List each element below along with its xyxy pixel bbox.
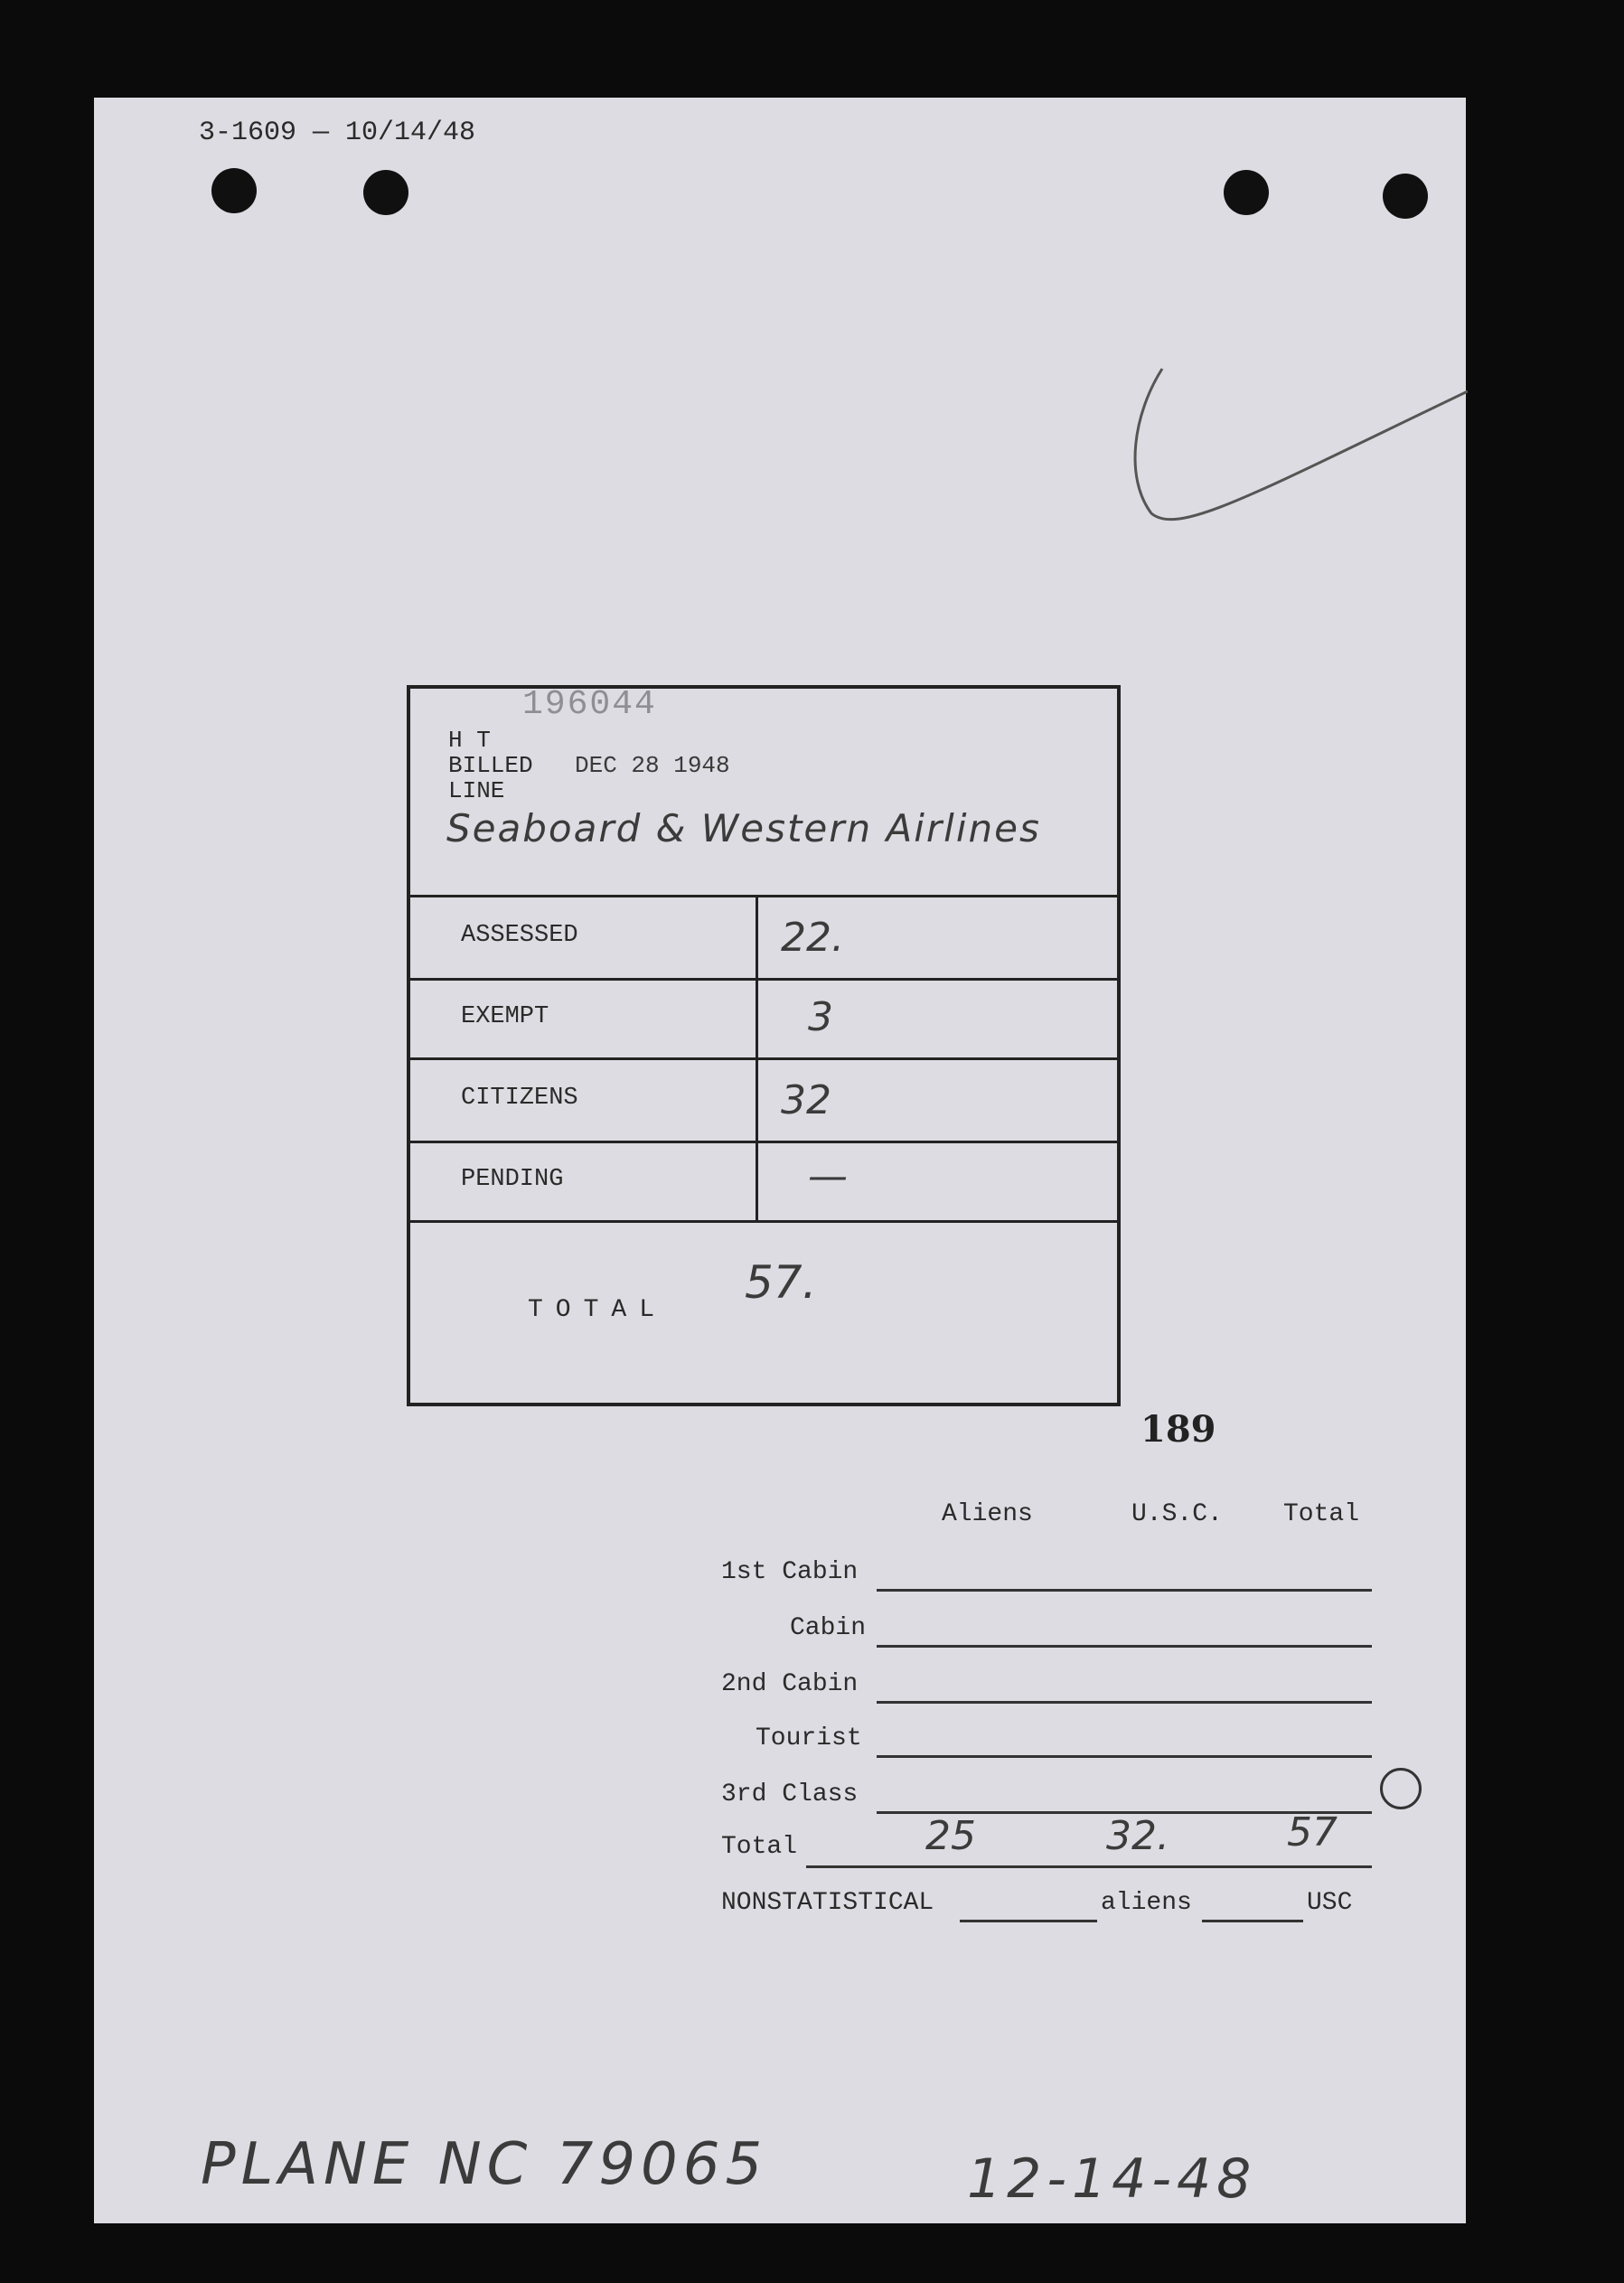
row-label-1st-cabin: 1st Cabin <box>721 1558 859 1586</box>
row-label-tourist: Tourist <box>756 1724 862 1752</box>
billing-header <box>410 685 1117 897</box>
row-label-2nd-cabin: 2nd Cabin <box>721 1670 859 1698</box>
col-header-aliens: Aliens <box>942 1500 1033 1528</box>
total-value: 57. <box>745 1256 817 1309</box>
usc-label: USC <box>1307 1889 1353 1917</box>
assessed-value: 22. <box>781 915 844 961</box>
row-label-total: Total <box>721 1833 798 1861</box>
pending-label: PENDING <box>461 1166 564 1193</box>
row-line <box>877 1755 1372 1758</box>
col-header-usc: U.S.C. <box>1131 1500 1223 1528</box>
row-label-cabin: Cabin <box>790 1614 867 1642</box>
handwritten-date: 12-14-48 <box>967 2147 1257 2211</box>
billed-date-stamp: DEC 28 1948 <box>575 752 730 779</box>
punch-hole <box>1383 174 1428 219</box>
plane-number: PLANE NC 79065 <box>201 2131 768 2198</box>
total-label: TOTAL <box>528 1296 668 1324</box>
total-total-value: 57 <box>1287 1809 1338 1856</box>
billed-label: BILLED <box>448 752 533 779</box>
document-page <box>94 98 1466 2223</box>
aliens-label: aliens <box>1101 1889 1192 1917</box>
total-usc-value: 32. <box>1106 1813 1169 1859</box>
nonstat-usc-line <box>1202 1920 1303 1922</box>
row-label-3rd-class: 3rd Class <box>721 1780 859 1809</box>
row-line <box>877 1589 1372 1592</box>
punch-hole <box>363 170 408 215</box>
exempt-row <box>410 978 1117 1060</box>
citizens-row <box>410 1057 1117 1143</box>
line-label: LINE <box>448 777 505 804</box>
pending-value: — <box>808 1153 848 1199</box>
assessed-row <box>410 895 1117 981</box>
exempt-value: 3 <box>808 994 833 1040</box>
pending-row <box>410 1141 1117 1223</box>
punch-hole <box>211 168 257 213</box>
form-number: 3-1609 — 10/14/48 <box>199 117 476 148</box>
nonstat-aliens-line <box>960 1920 1097 1922</box>
reference-number: 189 <box>1141 1408 1216 1451</box>
ht-label: H T <box>448 727 491 754</box>
total-aliens-value: 25 <box>925 1813 976 1859</box>
stamp-number: 196044 <box>522 685 657 724</box>
nonstatistical-label: NONSTATISTICAL <box>721 1889 934 1917</box>
check-mark <box>1124 360 1468 540</box>
billing-box <box>407 685 1121 1406</box>
row-line <box>877 1701 1372 1704</box>
citizens-label: CITIZENS <box>461 1085 578 1112</box>
assessed-label: ASSESSED <box>461 922 578 949</box>
airline-name: Seaboard & Western Airlines <box>446 806 1041 850</box>
punch-hole <box>1224 170 1269 215</box>
row-line <box>806 1865 1372 1868</box>
citizens-value: 32 <box>781 1077 831 1123</box>
row-line <box>877 1645 1372 1648</box>
col-header-total: Total <box>1283 1500 1360 1528</box>
exempt-label: EXEMPT <box>461 1003 549 1030</box>
circled-mark <box>1380 1768 1422 1809</box>
